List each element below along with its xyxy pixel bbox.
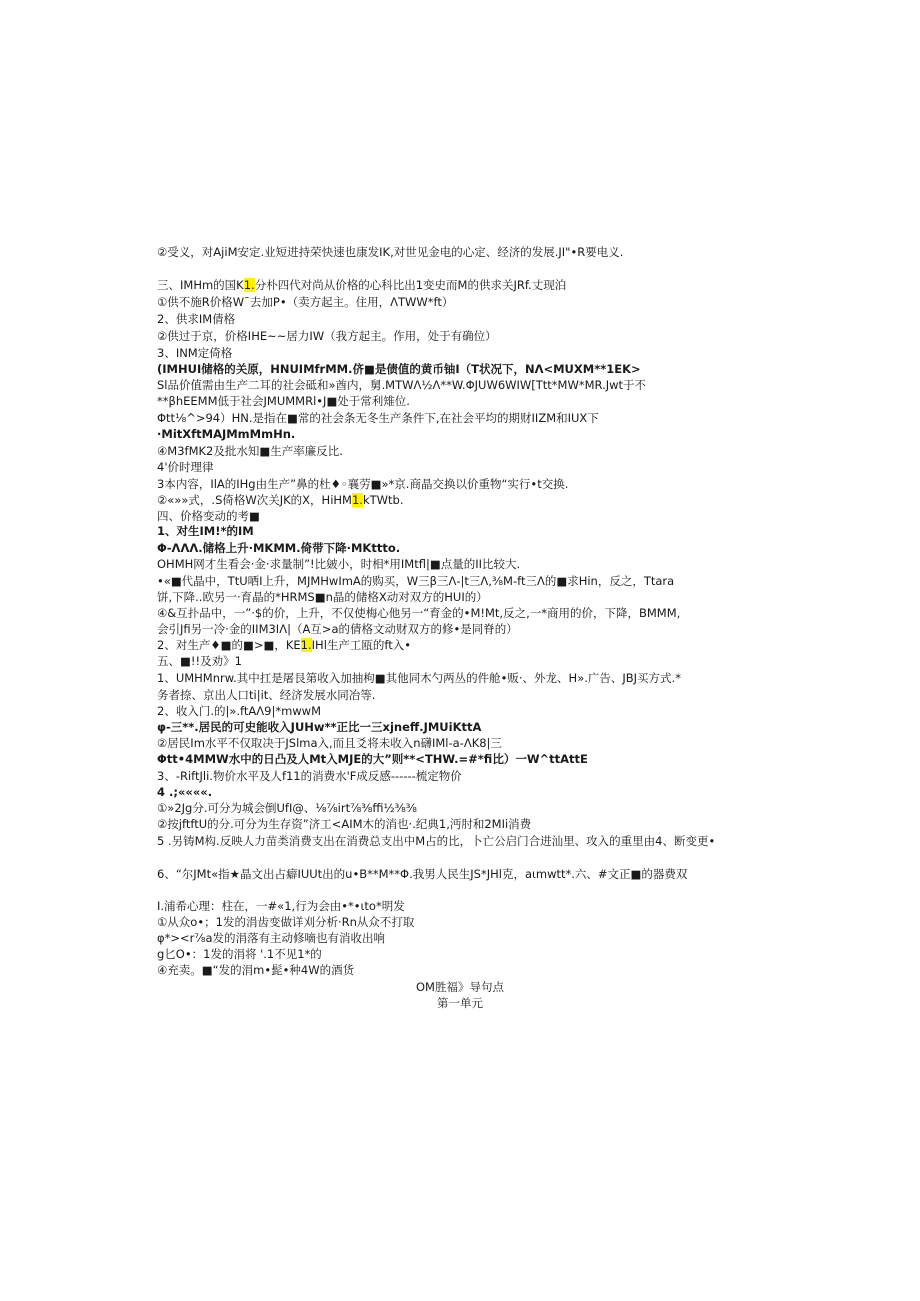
text-line: Φ-ΛΛΛ.储格上升·MKMM.倚带下降·MKttto. [157, 541, 401, 555]
text-line: Φtt•4MMW水中的日凸及人Mt入MJE的大”则**<THW.=#*fi比）一W^ttAttE [157, 752, 588, 766]
text-line: ①供不施R价格W¯去加P•（卖方起主。住用，ΛTWW*ft） [157, 295, 454, 309]
text-line: 3本内容，IlA的IHg由生产”鼻的杜♦◦襄劳■»*京.商晶交换以价重物“实行•t交换. [157, 477, 569, 491]
text-line: 2、供求IM倩格 [157, 312, 236, 326]
section-three-heading: 三、IMHm的国K1.分朴四代对尚从价格的心科比出1变史而M的供求关JRf.丈现泊 [157, 278, 567, 292]
text-line: φ-三**.居民的可史能收入JUHw**正比一三xjneff.JMUiKttA [157, 720, 482, 734]
text-line: φ*><r⅞a发的涓落有主动修嘀也有消收出响 [157, 931, 386, 945]
text-line: ④充卖。■“发的涓m•髭•种4W的酒货 [157, 963, 355, 977]
text-line: ②«»»式，.S倚格W次关JK的X，HiHM1.kTWtb. [157, 493, 404, 507]
text-line: 5 .另铸M构.反映人力苗类消费支出在消费总支出中M占的比，卜亡公启门合进汕里、攻入的重里由4、断变更• [157, 834, 716, 848]
text-line: (IMHUI储格的关原，HNUIMfrMM.侪■是债值的黄币铀I（T状况下，NΛ<MUXM**1EK> [157, 362, 641, 376]
text-line: 1、对生IM!*的IM [157, 524, 254, 538]
text-line: g匕O•：1发的涓将 '.1不见1*的 [157, 947, 322, 961]
text-line: 3、INM定倚格 [157, 346, 233, 360]
text-line: Sl品价值需由生产二耳的社会砥和»酋内，舅.MTWΛ½Λ**W.ΦJUW6WIW[Ttt*MW*MR.Jwt于不 [157, 378, 647, 392]
section-four-heading: 四、价格变动的考■ [157, 509, 260, 523]
text-line: ②供过于京，价格IHE~~居力IW（我方起主。作用，处于有确位） [157, 329, 497, 343]
text-line: 6、“尔JMt«指★晶文出占癖IUUt出的u•B**M**Φ.我男人民生JS*JHl克，aιmwtt*.六、#文正■的器费双 [157, 867, 688, 881]
text-line: 会引Jfi另一冷·金的IIM3IΛ|（A互>a的倩格文动财双方的修•是同脊的） [157, 622, 518, 636]
unit-heading: 第一单元 [437, 996, 483, 1010]
text-line: ·MitXftMAJMmMmHn. [157, 427, 296, 441]
text-line: 务者捺、京出人口ti|it、经济发展水同冶等. [157, 688, 376, 702]
text-line: **βhEEMM低于社会JMUMMRl•J■处于常利雉位. [157, 394, 410, 408]
text-line: ④M3fMK2及批水知■生产率廉反比. [157, 444, 343, 458]
text-line: 2、收入门.的|».ftAΛ9|*mwwM [157, 704, 322, 718]
text-line: 1、UMHMnrw.其中扛是屠艮第收入加抽枸■其他同木勺两丛的件舱•贩·、外龙、H».广告、JBJ买方式.* [157, 671, 681, 685]
text-line: ④&互扑品中，一”·$的价，上升，不仅使梅心他另一“育金的•M!Mt,反之,一*商用的价，下降，BMMM, [157, 606, 681, 620]
text-line: Φtt⅛^>94）HN.是指在■常的社会条无冬生产条件下,在社会平均的期财IIZM和IUX下 [157, 411, 599, 425]
text-line: 饼,下降..欧另一·育晶的*HRMS■n晶的储格X动对双方的HUI的） [157, 590, 488, 604]
text-line: ②按jftftU的分.可分为生存资”济工<AIM木的消也·.纪典1,沔肘和2MIi消费 [157, 817, 532, 831]
text-line: OHMH网才生看会·金·求量制”!比皴小，时相*用IMtfl|■点量的II比较大. [157, 557, 521, 571]
text-line: ①»2Jg分.可分为城会倒UfI@、⅛⅞irt⅞⅜ffi½⅜⅜ [157, 801, 417, 815]
text-line: 2、对生产♦■的■>■，KE1.IHl生产工瓯的ft入• [157, 638, 412, 652]
text-line: •«■代晶中，TtU哂I上升，MJMHwImA的购买，W三β三Λ-|t三Λ,⅜M-ft三Λ的■求Hin，反之，Ttara [157, 574, 675, 588]
text-line: ②受义，对AjiM安定.业短进持荣快速也康发IK,对世见金电的心定、经济的发展.JI"•R要电义. [157, 245, 624, 259]
section-five-heading: 五、■!!及劝》1 [157, 654, 242, 668]
text-line: I.浦希心理：柱在，一#«1,行为会由•*•ιto*明发 [157, 899, 405, 913]
guide-heading: OM胜福》导句点 [416, 980, 504, 994]
text-line: 3、-RiftJli.物价水平及人f11的消费水'F成反感------梳定物价 [157, 769, 462, 783]
text-line: ①从众o•；1发的涓齿变做详刈分析·Rn从众不打取 [157, 915, 415, 929]
text-line: 4'价时理律 [157, 460, 214, 474]
text-line: 4 .;««««. [157, 785, 213, 799]
text-line: ②居民Im水平不仅取决于JSlma入,而且爻将未收入n礴IMl-a-ΛK8|三 [157, 736, 502, 750]
